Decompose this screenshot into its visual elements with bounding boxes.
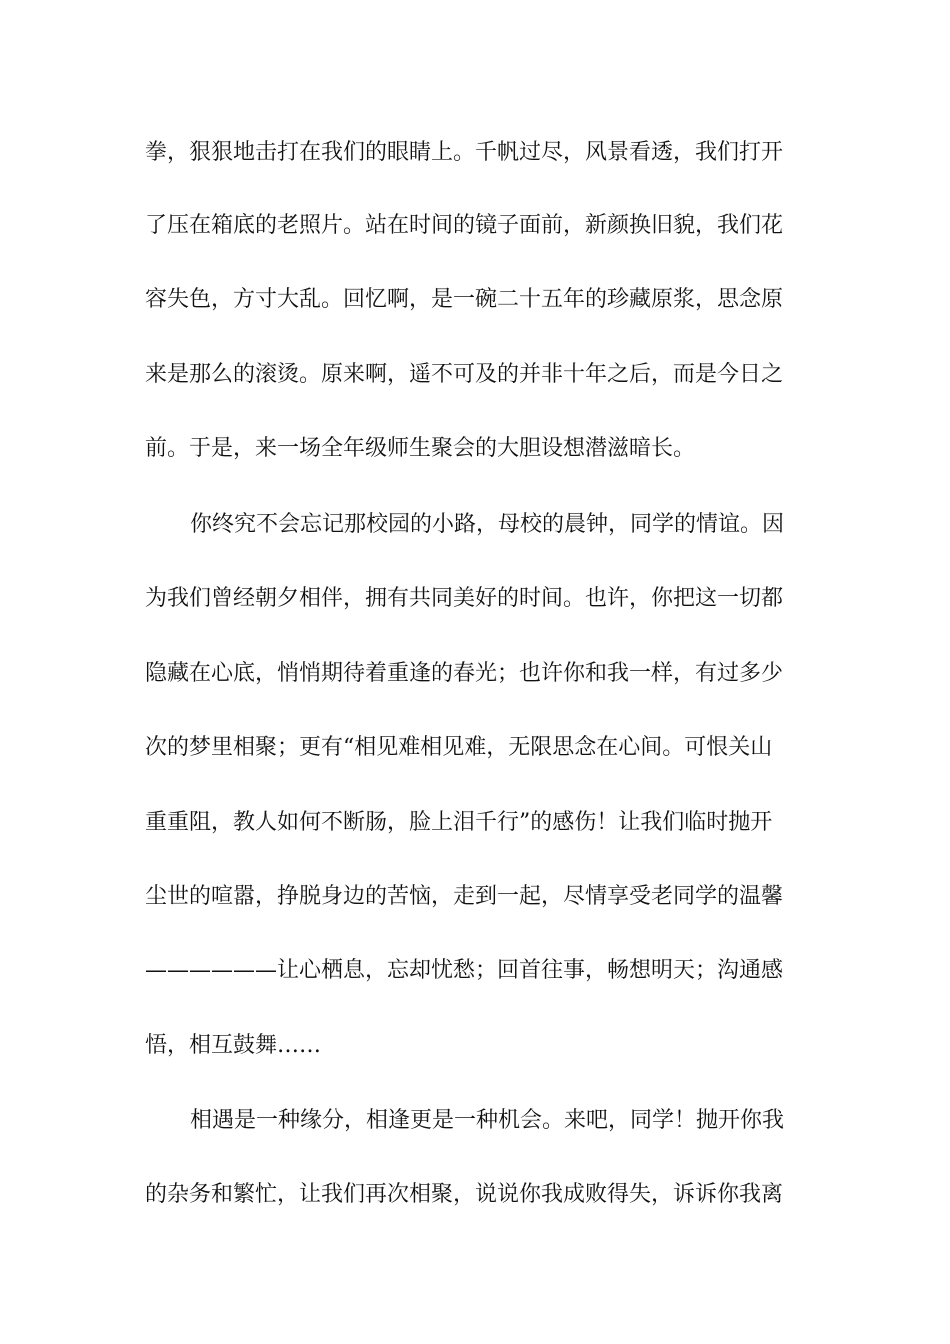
paragraph-first-line: 你终究不会忘记那校园的小路，母校的晨钟，同学的情谊。因 <box>190 512 785 537</box>
text-line: 尘世的喧嚣，挣脱身边的苦恼，走到一起，尽情享受老同学的温馨 <box>145 884 784 909</box>
text-line: 前。于是，来一场全年级师生聚会的大胆设想潜滋暗长。 <box>145 436 696 461</box>
text-line: 为我们曾经朝夕相伴，拥有共同美好的时间。也许，你把这一切都 <box>145 586 784 611</box>
text-line: 悟，相互鼓舞…… <box>145 1033 322 1058</box>
text-line: 重重阻，教人如何不断肠，脸上泪千行”的感伤！让我们临时抛开 <box>145 810 773 835</box>
text-line: 容失色，方寸大乱。回忆啊，是一碗二十五年的珍藏原浆，思念原 <box>145 287 784 312</box>
text-line: 拳，狠狠地击打在我们的眼睛上。千帆过尽，风景看透，我们打开 <box>145 140 784 165</box>
text-line: 的杂务和繁忙，让我们再次相聚，说说你我成败得失，诉诉你我离 <box>145 1182 784 1207</box>
text-line: 来是那么的滚烫。原来啊，遥不可及的并非十年之后，而是今日之 <box>145 362 784 387</box>
text-line: 次的梦里相聚；更有“相见难相见难，无限思念在心间。可恨关山 <box>145 735 773 760</box>
text-line: ——————让心栖息，忘却忧愁；回首往事，畅想明天；沟通感 <box>145 958 784 983</box>
paragraph-first-line: 相遇是一种缘分，相逢更是一种机会。来吧，同学！抛开你我 <box>190 1108 785 1133</box>
text-line: 隐藏在心底，悄悄期待着重逢的春光；也许你和我一样，有过多少 <box>145 661 784 686</box>
text-line: 了压在箱底的老照片。站在时间的镜子面前，新颜换旧貌，我们花 <box>145 213 784 238</box>
